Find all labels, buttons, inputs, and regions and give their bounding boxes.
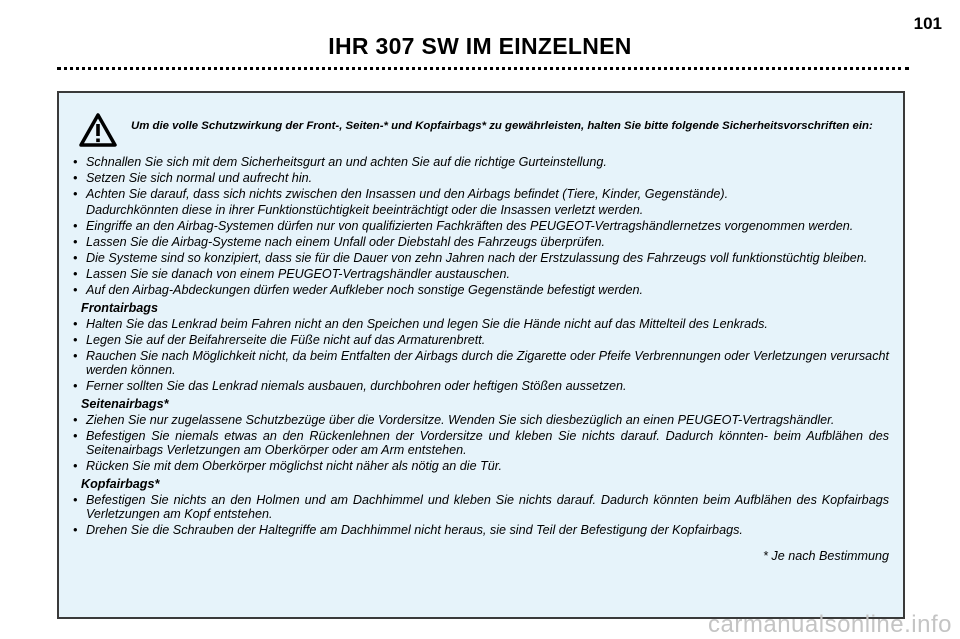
list-item: • Auf den Airbag-Abdeckungen dürfen weder Aufkleber noch sonstige Gegenstände befestigt werden. bbox=[73, 283, 889, 297]
page-number: 101 bbox=[913, 14, 942, 33]
watermark: carmanualsonline.info bbox=[708, 611, 952, 638]
list-item: • Legen Sie auf der Beifahrerseite die Füße nicht auf das Armaturenbrett. bbox=[73, 333, 889, 347]
list-item: • Drehen Sie die Schrauben der Haltegriffe am Dachhimmel nicht heraus, sie sind Teil der Befestigung der Kopfairbags. bbox=[73, 523, 889, 537]
list-item: • Halten Sie das Lenkrad beim Fahren nicht an den Speichen und legen Sie die Hände nicht auf das Mittelteil des Lenkrads. bbox=[73, 317, 889, 331]
list-item: • Rauchen Sie nach Möglichkeit nicht, da beim Entfalten der Airbags durch die Zigarette oder Pfeife Verbrennungen oder Verletzungen verursacht werden können. bbox=[73, 349, 889, 377]
page-title: IHR 307 SW IM EINZELNEN bbox=[328, 33, 632, 59]
section-heading-kopfairbags: Kopfairbags* bbox=[81, 477, 160, 491]
list-item: • Lassen Sie sie danach von einem PEUGEOT-Vertragshändler austauschen. bbox=[73, 267, 889, 281]
list-item: • Schnallen Sie sich mit dem Sicherheitsgurt an und achten Sie auf die richtige Gurteinstellung. bbox=[73, 155, 889, 169]
list-item: • Ferner sollten Sie das Lenkrad niemals ausbauen, durchbohren oder heftigen Stößen aussetzen. bbox=[73, 379, 889, 393]
safety-box bbox=[57, 91, 905, 619]
safety-content bbox=[73, 155, 889, 563]
list-item: • Lassen Sie die Airbag-Systeme nach einem Unfall oder Diebstahl des Fahrzeugs überprüfen. bbox=[73, 235, 889, 249]
list-item: • Achten Sie darauf, dass sich nichts zwischen den Insassen und den Airbags befindet (Tiere, Kinder, Gegenstände). bbox=[73, 187, 889, 201]
list-item-continuation: Dadurchkönnten diese in ihrer Funktionstüchtigkeit beeinträchtigt oder die Insassen verletzt werden. bbox=[86, 203, 644, 217]
section-heading-seitenairbags: Seitenairbags* bbox=[81, 397, 169, 411]
footnote: * Je nach Bestimmung bbox=[763, 549, 889, 563]
list-item: • Eingriffe an den Airbag-Systemen dürfen nur von qualifizierten Fachkräften des PEUGEOT-Vertragshändlernetzes vorgenommen werden. bbox=[73, 219, 889, 233]
list-item: • Ziehen Sie nur zugelassene Schutzbezüge über die Vordersitze. Wenden Sie sich diesbezüglich an einen PEUGEOT-Vertragshändler. bbox=[73, 413, 889, 427]
warning-intro: Um die volle Schutzwirkung der Front-, Seiten-* und Kopfairbags* zu gewährleisten, halten Sie bitte folgende Sicherheitsvorschriften ein: bbox=[131, 120, 873, 132]
warning-triangle-icon bbox=[78, 112, 118, 148]
list-item: • Die Systeme sind so konzipiert, dass sie für die Dauer von zehn Jahren nach der Erstzulassung des Fahrzeugs voll funktionstüchtig bleiben. bbox=[73, 251, 889, 265]
list-item: • Befestigen Sie niemals etwas an den Rückenlehnen der Vordersitze und kleben Sie nichts darauf. Dadurch könnten- beim Aufblähen des Seitenairbags Verletzungen am Oberkörper oder am Arm entstehen. bbox=[73, 429, 889, 457]
list-item: • Rücken Sie mit dem Oberkörper möglichst nicht näher als nötig an die Tür. bbox=[73, 459, 889, 473]
list-item: • Setzen Sie sich normal und aufrecht hin. bbox=[73, 171, 889, 185]
section-heading-frontairbags: Frontairbags bbox=[81, 301, 158, 315]
dotted-divider bbox=[57, 67, 909, 70]
list-item: • Befestigen Sie nichts an den Holmen und am Dachhimmel und kleben Sie nichts darauf. Dadurch könnten beim Aufblähen des Kopfairbags Verletzungen am Kopf entstehen. bbox=[73, 493, 889, 521]
